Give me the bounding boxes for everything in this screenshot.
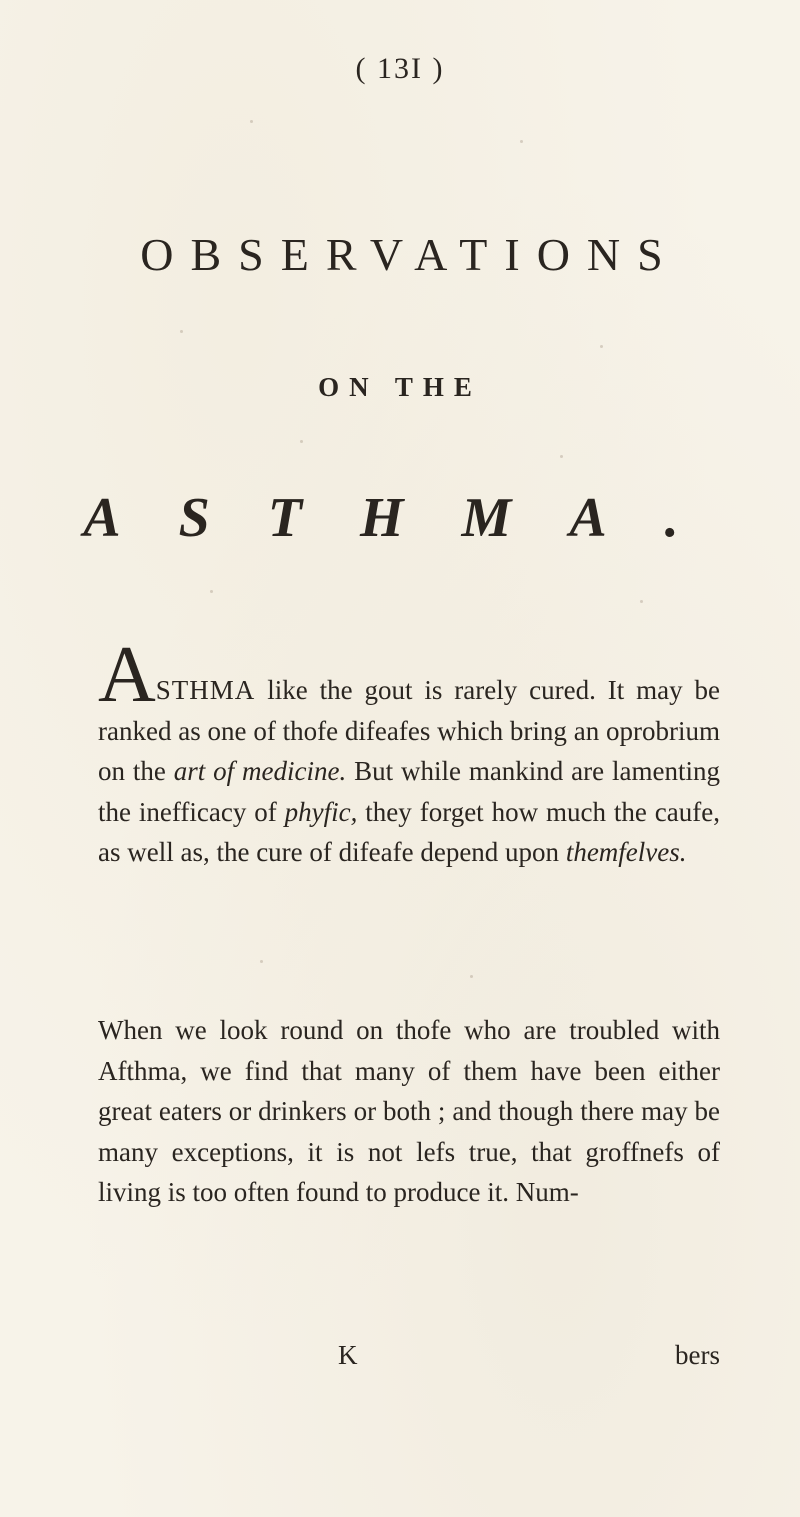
paragraph-1-italic-2: phyfic, xyxy=(284,796,358,827)
drop-cap: A xyxy=(98,631,156,719)
title-observations: OBSERVATIONS xyxy=(140,229,680,280)
paragraph-1-italic-3: themfelves. xyxy=(565,837,687,867)
signature-mark: K xyxy=(338,1340,358,1370)
paragraph-1-text-1: like the gout is rarely cured. It may be ranked as one of thofe difeafes which bring an oprobrium on the xyxy=(98,675,720,786)
paragraph-2: When we look round on thofe who are troubled with Afthma, we find that many of them have been either great eaters or drinkers or both ; and though there may be many exceptions, it is not lefs true, that groffnefs of living is too often found to produce it. Num- xyxy=(98,1015,720,1207)
page-footer xyxy=(98,1340,720,1380)
paragraph-1-italic-1: art of medicine. xyxy=(173,756,347,786)
lead-word: STHMA xyxy=(155,675,256,705)
paragraph-1 xyxy=(98,631,720,873)
catchword: bers xyxy=(675,1340,720,1370)
paragraph-1-text-3: they forget how much the caufe, as well as, the cure of difeafe depend upon xyxy=(98,796,720,867)
paragraph-1-text-2: But while mankind are lamenting the inefficacy of xyxy=(98,756,720,827)
page-number: ( 13I ) xyxy=(355,52,445,85)
title-asthma: ASTHMA. xyxy=(83,487,737,549)
title-on-the: ON THE xyxy=(318,372,482,402)
